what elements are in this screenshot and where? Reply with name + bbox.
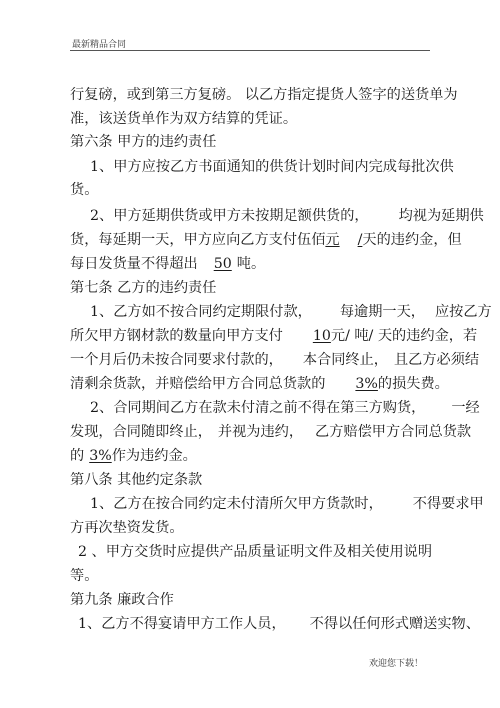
paragraph-line: 1、甲方应按乙方书面通知的供货计划时间内完成每批次供	[90, 159, 454, 175]
text-segment: 乙方赔偿甲方合同总货款	[315, 424, 472, 440]
text-segment: 的	[70, 448, 85, 464]
paragraph-line	[90, 495, 484, 513]
paragraph-line: 行复磅，或到第三方复磅。 以乙方指定提货人签字的送货单为	[70, 87, 458, 103]
text-segment: 1、乙方不得宴请甲方工作人员，	[78, 616, 286, 632]
paragraph-line	[78, 615, 480, 633]
paragraph-line	[70, 423, 471, 441]
unit-yuan: 元	[325, 232, 340, 248]
text-segment: 并视为违约，	[217, 424, 304, 440]
header-divider	[70, 50, 430, 51]
article-6-heading: 第六条 甲方的违约责任	[70, 134, 217, 150]
text-segment: 一经	[451, 400, 480, 416]
filled-blank-percent: 3%	[89, 448, 112, 464]
text-segment: 所欠甲方钢材款的数量向甲方支付	[70, 328, 283, 344]
filled-blank	[325, 232, 362, 248]
paragraph-line	[70, 351, 479, 369]
paragraph-line	[90, 207, 484, 225]
article-8-heading: 第八条 其他约定条款	[70, 472, 203, 488]
slash-separator: /	[357, 232, 363, 248]
text-segment: 发现，合同随即终止，	[70, 424, 212, 440]
text-segment: 吨。	[236, 256, 266, 272]
paragraph-line: 方再次垫资发货。	[70, 520, 184, 536]
page-footer: 欢迎您下载！	[369, 659, 424, 669]
paragraph-line: 2 、甲方交货时应提供产品质量证明文件及相关使用说明	[78, 544, 433, 560]
text-segment: 的损失费。	[377, 376, 449, 392]
text-segment: 每逾期一天，	[339, 304, 425, 320]
header-title: 最新精品合同	[72, 40, 127, 50]
paragraph-line	[70, 447, 197, 465]
text-segment: 作为违约金。	[111, 448, 197, 464]
paragraph-line: 准，该送货单作为双方结算的凭证。	[70, 111, 298, 127]
text-segment: 天的违约金，但	[362, 232, 462, 248]
text-segment: 每日发货量不得超出	[70, 256, 198, 272]
text-segment: 且乙方必须结	[393, 352, 480, 368]
text-segment: 1、乙方如不按合同约定期限付款，	[90, 304, 312, 320]
article-7-heading: 第七条 乙方的违约责任	[70, 280, 217, 296]
paragraph-line	[90, 303, 492, 321]
text-segment: 货，每延期一天，甲方应向乙方支付伍佰	[70, 232, 326, 248]
text-segment: 不得以任何形式赠送实物、	[309, 616, 480, 632]
paragraph-line	[70, 255, 265, 273]
text-segment: 2、合同期间乙方在款未付清之前不得在第三方购货，	[90, 400, 426, 416]
paragraph-line	[70, 327, 477, 345]
paragraph-line: 货。	[70, 182, 99, 198]
text-segment: 2、甲方延期供货或甲方未按期足额供货的，	[90, 208, 369, 224]
filled-blank-percent: 3%	[355, 376, 378, 392]
paragraph-line	[70, 375, 449, 393]
paragraph-line: 等。	[70, 568, 99, 584]
text-segment: 清剩余货款，并赔偿给甲方合同总货款的	[70, 376, 326, 392]
text-segment: 元/ 吨/ 天的违约金，若	[330, 328, 478, 344]
text-segment: 均视为延期供	[398, 208, 484, 224]
article-9-heading: 第九条 廉政合作	[70, 592, 174, 608]
paragraph-line	[90, 399, 480, 417]
text-segment: 本合同终止，	[302, 352, 388, 368]
text-segment: 不得要求甲	[412, 496, 484, 512]
filled-blank-quantity: 50	[213, 256, 232, 272]
text-segment: 1、乙方在按合同约定未付清所欠甲方货款时，	[90, 496, 383, 512]
text-segment: 应按乙方	[434, 304, 492, 320]
text-segment: 一个月后仍未按合同要求付款的，	[70, 352, 283, 368]
paragraph-line	[70, 231, 462, 249]
filled-blank-amount: 10	[312, 328, 331, 344]
